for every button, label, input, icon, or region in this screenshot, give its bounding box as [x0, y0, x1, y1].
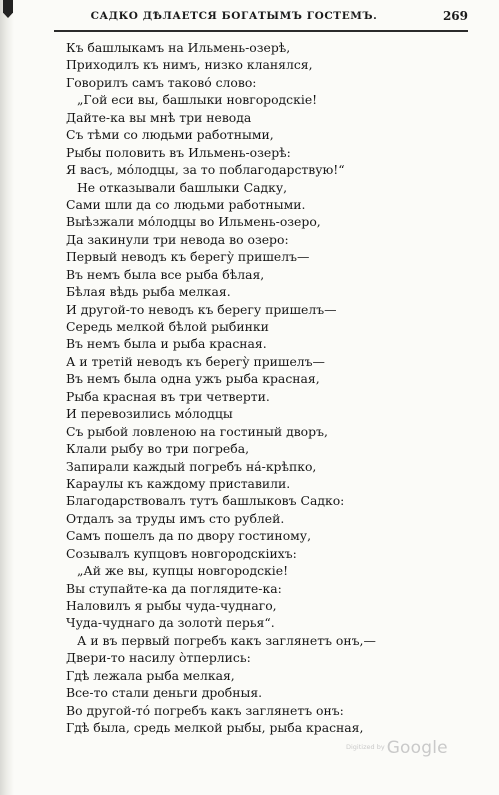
- google-logo: Google: [386, 738, 448, 758]
- verse-line: Говорилъ самъ таковó слово:: [66, 74, 257, 90]
- verse-line: Двери-то насилу òтперлись:: [66, 650, 251, 666]
- verse-line: Гдѣ лежала рыба мелкая,: [66, 667, 235, 683]
- verse-line: И другой-то неводъ къ берегу пришелъ—: [66, 301, 337, 317]
- digitization-watermark: [346, 738, 446, 762]
- verse-line: Съ рыбой ловленою на гостиный дворъ,: [66, 423, 328, 439]
- verse-line: Благодарствовалъ тутъ башлыковъ Садко:: [66, 493, 345, 509]
- verse-line: „Гой еси вы, башлыки новгородскіе!: [77, 92, 318, 108]
- verse-line: Рыба красная въ три четверти.: [66, 388, 270, 404]
- verse-line: Караулы къ каждому приставили.: [66, 475, 291, 491]
- verse-line: Все-то стали деньги дробныя.: [66, 685, 263, 701]
- verse-line: Не отказывали башлыки Садку,: [77, 179, 288, 195]
- verse-line: Клали рыбу во три погреба,: [66, 441, 250, 457]
- verse-line: Съ тѣми со людьми работными,: [66, 127, 274, 143]
- verse-line: Во другой-тó погребъ какъ заглянетъ онъ:: [66, 702, 344, 718]
- verse-line: Да закинули три невода во озеро:: [66, 231, 289, 247]
- verse-line: Дайте-ка вы мнѣ три невода: [66, 109, 252, 125]
- header-rule: [54, 30, 468, 32]
- running-header-title: САДКО ДѢЛАЕТСЯ БОГАТЫМЪ ГОСТЕМЪ.: [90, 10, 378, 22]
- verse-line: Въ немъ была и рыба красная.: [66, 336, 267, 352]
- verse-line: Бѣлая вѣдь рыба мелкая.: [66, 284, 231, 300]
- verse-line: Вы ступайте-ка да поглядите-ка:: [66, 580, 282, 596]
- verse-line: Въ немъ была все рыба бѣлая,: [66, 266, 265, 282]
- verse-line: „Ай же вы, купцы новгородскіе!: [77, 563, 289, 579]
- verse-line: Я васъ, мóлодцы, за то поблагодарствую!“: [66, 162, 345, 178]
- verse-text-block: [66, 39, 406, 737]
- verse-line: Къ башлыкамъ на Ильмень-озерѣ,: [66, 40, 291, 55]
- verse-line: А и третій неводъ къ берегу̀ пришелъ—: [66, 353, 325, 369]
- verse-line: Первый неводъ къ берегу̀ пришелъ—: [66, 249, 310, 265]
- scan-edge-shadow: [0, 0, 14, 795]
- verse-line: Въ немъ была одна ужъ рыба красная,: [66, 371, 320, 387]
- verse-line: А и въ первый погребъ какъ заглянетъ онъ,—: [77, 632, 376, 648]
- verse-line: Созывалъ купцовъ новгородскіихъ:: [66, 545, 297, 561]
- page-number: 269: [442, 9, 468, 23]
- verse-line: Гдѣ была, средь мелкой рыбы, рыба красная,: [66, 720, 364, 736]
- verse-line: Наловилъ я рыбы чуда-чуднаго,: [66, 598, 277, 613]
- running-header: [54, 10, 468, 28]
- verse-line: Приходилъ къ нимъ, низко кланялся,: [66, 57, 313, 73]
- verse-line: Сами шли да со людьми работными.: [66, 196, 306, 212]
- verse-line: Рыбы половить въ Ильмень-озерѣ:: [66, 144, 291, 160]
- verse-line: Запирали каждый погребъ нá-крѣпко,: [66, 458, 317, 474]
- verse-line: Середь мелкой бѣлой рыбинки: [66, 319, 269, 334]
- verse-line: И перевозились мóлодцы: [66, 406, 233, 422]
- verse-line: Отдалъ за труды имъ сто рублей.: [66, 510, 285, 526]
- verse-line: Выѣзжали мóлодцы во Ильмень-озеро,: [66, 214, 321, 230]
- watermark-prefix: Digitized by: [346, 743, 385, 751]
- verse-line: Чуда-чуднаго да золотѝ перья“.: [66, 615, 275, 631]
- verse-line: Самъ пошелъ да по двору гостиному,: [66, 528, 312, 544]
